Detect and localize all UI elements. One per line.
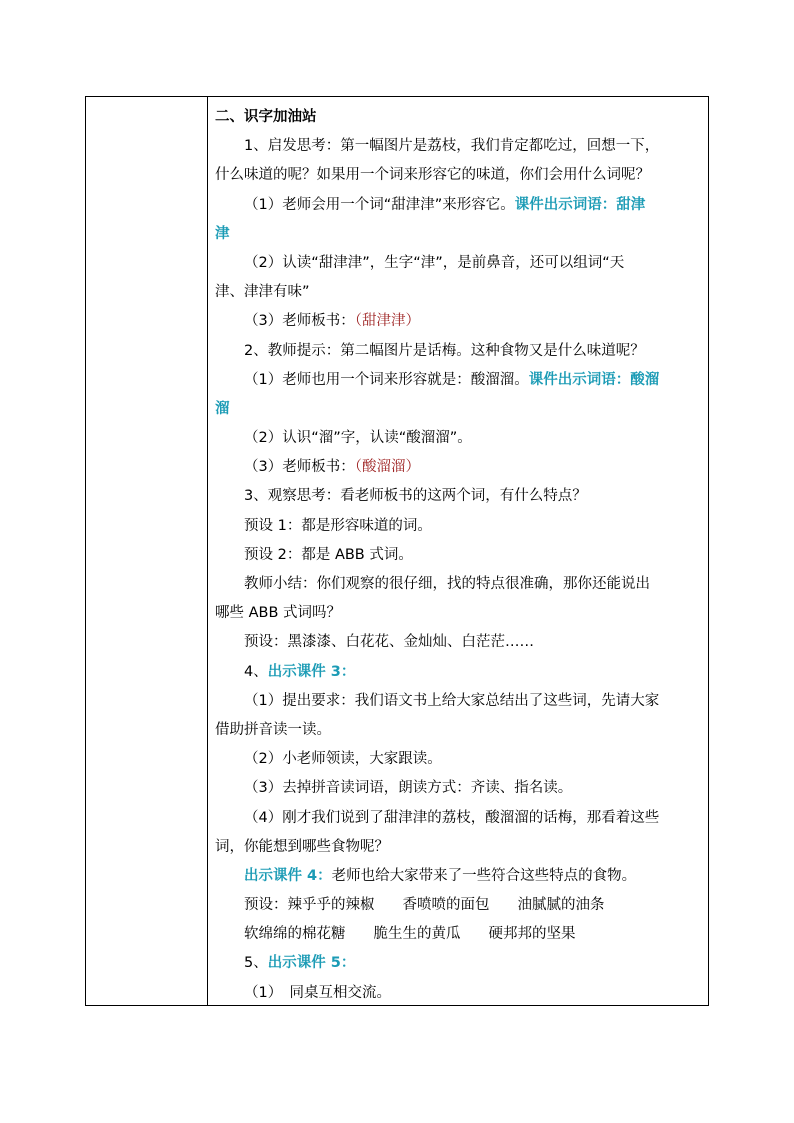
- s4-point-1-line-1: （1）提出要求：我们语文书上给大家总结出了这些词，先请大家: [244, 692, 660, 709]
- s4-point-4-line-1: （4）刚才我们说到了甜津津的荔枝，酸溜溜的话梅，那看着这些: [244, 809, 660, 826]
- s1-line-2: 什么味道的呢？如果用一个词来形容它的味道，你们会用什么词呢？: [215, 167, 650, 184]
- lesson-table: [85, 96, 709, 1006]
- s3-summary-line-1: 教师小结：你们观察的很仔细，找的特点很准确，那你还能说出: [244, 576, 650, 592]
- s1-point-1: [215, 191, 705, 220]
- s1-point-2-line-1: （2）认读“甜津津”，生字“津”，是前鼻音，还可以组词“天: [244, 254, 625, 271]
- s2-point-2: （2）认识“溜”字，认读“酸溜溜”。: [244, 430, 472, 447]
- s2-point-1-text: （1）老师也用一个词来形容就是：酸溜溜。: [244, 371, 529, 388]
- s1-courseware-note-cont: 津: [215, 225, 230, 242]
- food-item: 脆生生的黄瓜: [373, 926, 461, 943]
- s3-preset-3: 预设：黑漆漆、白花花、金灿灿、白茫茫……: [244, 634, 534, 651]
- s1-board-word: （甜津津）: [354, 313, 420, 330]
- s4-courseware-label: 出示课件 3：: [267, 663, 356, 680]
- s4-point-4-line-2: 词，你能想到哪些食物呢？: [215, 838, 389, 855]
- s3-preset-2: 预设 2：都是 ABB 式词。: [244, 546, 413, 563]
- s1-point-1-text: （1）老师会用一个词“甜津津”来形容它。: [244, 196, 515, 213]
- s2-point-3: [215, 453, 705, 482]
- s1-line-1: 1、启发思考：第一幅图片是荔枝，我们肯定都吃过，回想一下，: [244, 138, 660, 155]
- s4-point-3: （3）去掉拼音读词语，朗读方式：齐读、指名读。: [244, 780, 573, 797]
- s4-point-2: （2）小老师领读，大家跟读。: [244, 751, 442, 768]
- s2-point-1: [215, 366, 705, 395]
- section-title: 二、识字加油站: [215, 109, 317, 125]
- s4-courseware-4: [215, 862, 705, 891]
- s4-heading: [215, 658, 705, 687]
- s1-point-3: [215, 307, 705, 336]
- s4-courseware-4-text: 老师也给大家带来了一些符合这些特点的食物。: [331, 867, 637, 884]
- food-item: 硬邦邦的坚果: [488, 926, 576, 943]
- food-item: 软绵绵的棉花糖: [244, 926, 346, 943]
- s1-point-3-text: （3）老师板书：: [244, 313, 355, 330]
- s4-number: 4、: [244, 663, 268, 680]
- s3-preset-1: 预设 1：都是形容味道的词。: [244, 517, 432, 534]
- s2-courseware-note-cont: 溜: [215, 400, 230, 417]
- s1-courseware-note: 课件出示词语：甜津: [514, 196, 646, 213]
- content-cell: [215, 103, 705, 1008]
- s2-courseware-note: 课件出示词语：酸溜: [528, 371, 660, 388]
- s3-line-1: 3、观察思考：看老师板书的这两个词，有什么特点？: [244, 488, 587, 505]
- s1-point-2-line-2: 津、津津有味”: [215, 284, 310, 301]
- food-item: 辣乎乎的辣椒: [287, 897, 375, 914]
- food-item: 油腻腻的油条: [517, 897, 605, 914]
- s5-courseware-label: 出示课件 5：: [267, 955, 356, 972]
- s4-courseware-4-label: 出示课件 4：: [244, 867, 332, 884]
- s2-line-1: 2、教师提示：第二幅图片是话梅。这种食物又是什么味道呢？: [244, 342, 645, 359]
- s2-board-word: （酸溜溜）: [354, 459, 420, 476]
- s4-point-1-line-2: 借助拼音读一读。: [215, 721, 331, 738]
- s5-point-1: （1） 同桌互相交流。: [244, 984, 391, 1001]
- s4-foods-row-2: [215, 920, 705, 949]
- s5-number: 5、: [244, 955, 268, 972]
- food-item: 香喷喷的面包: [402, 897, 490, 914]
- left-column-cell: [86, 97, 208, 1005]
- s3-summary-line-2: 哪些 ABB 式词吗？: [215, 605, 342, 622]
- s5-heading: [215, 949, 705, 978]
- foods-label: 预设：: [244, 897, 288, 914]
- s4-foods-row-1: [215, 891, 705, 920]
- s2-point-3-text: （3）老师板书：: [244, 459, 355, 476]
